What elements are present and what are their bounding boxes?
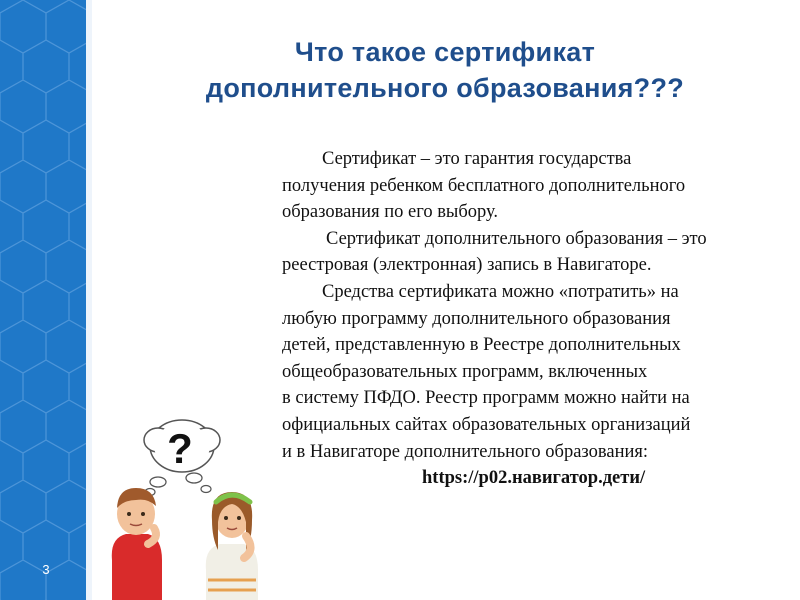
navigator-url-link[interactable]: https://р02.навигатор.дети/ <box>422 468 646 489</box>
title-line-1: Что такое сертификат <box>294 37 596 67</box>
body-line: детей, представленную в Реестре дополнительных <box>282 335 681 356</box>
body-line: Средства сертификата можно «потратить» на <box>322 281 679 302</box>
thought-cloud-icon <box>144 420 220 496</box>
body-line: получения ребенком бесплатного дополнительного <box>282 175 686 196</box>
body-line: и в Навигаторе дополнительного образования: <box>282 441 649 462</box>
body-line: любую программу дополнительного образования <box>282 308 671 329</box>
body-line: Сертификат – это гарантия государства <box>322 149 632 169</box>
question-mark-icon: ? <box>167 425 193 472</box>
body-line: общеобразовательных программ, включенных <box>282 361 648 382</box>
sidebar-pattern <box>0 0 92 600</box>
girl-figure-icon <box>206 492 258 600</box>
body-line: официальных сайтах образовательных организаций <box>282 414 691 435</box>
body-line: образования по его выбору. <box>282 202 499 223</box>
body-line: Сертификат дополнительного образования – это <box>326 228 707 249</box>
thinking-children-illustration-icon <box>96 410 276 600</box>
page-title <box>120 34 770 106</box>
body-line: в систему ПФДО. Реестр программ можно найти на <box>282 388 690 409</box>
boy-figure-icon <box>112 488 162 600</box>
body-line: реестровая (электронная) запись в Навигаторе. <box>282 255 652 276</box>
body-text <box>282 146 794 492</box>
hexagon-pattern-icon <box>0 0 92 600</box>
title-line-2: дополнительного образования??? <box>205 73 685 103</box>
slide-number: 3 <box>42 562 50 577</box>
